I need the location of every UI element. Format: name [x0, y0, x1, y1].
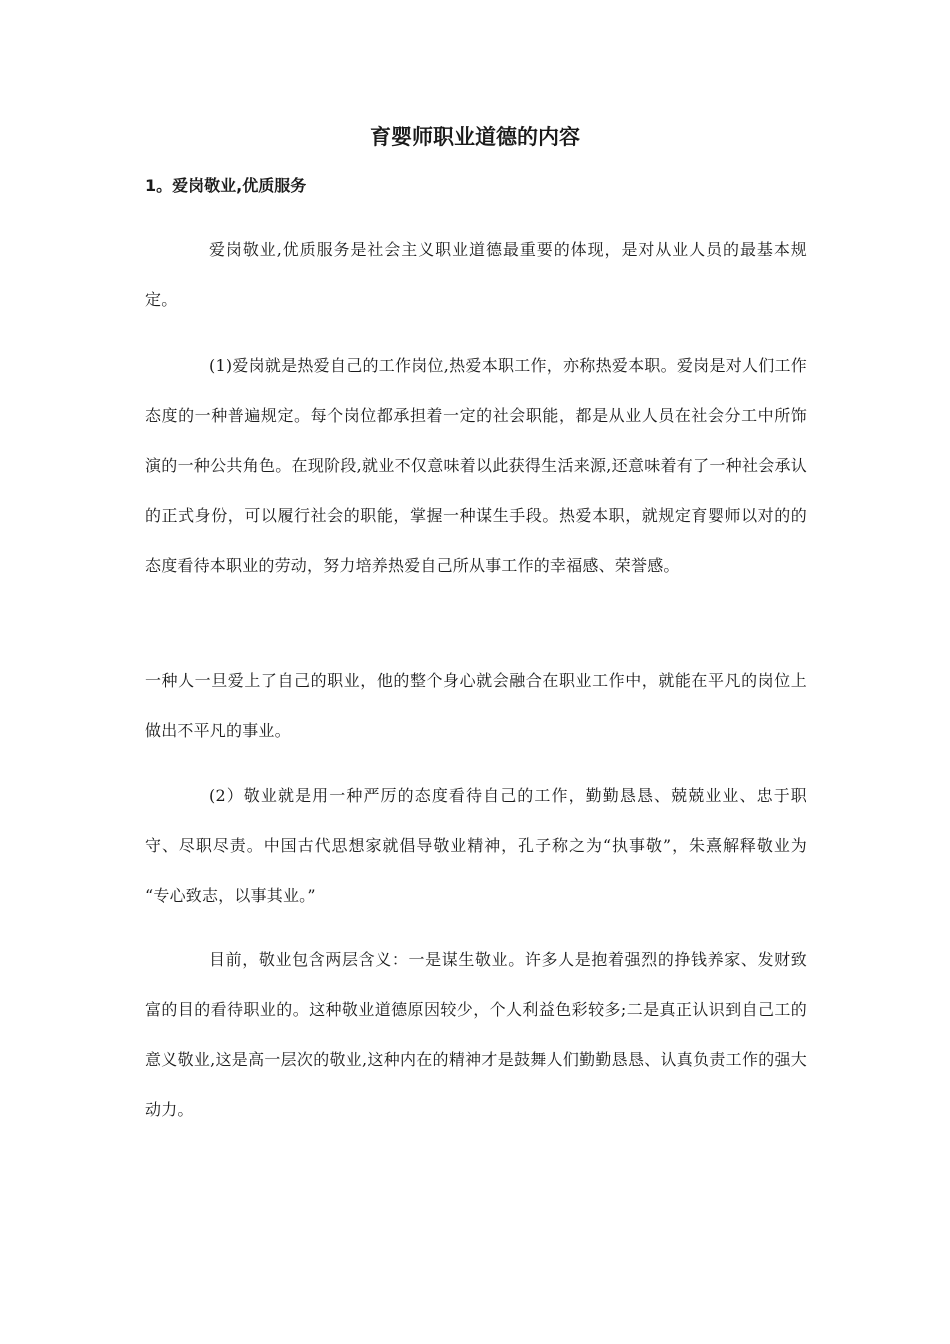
paragraph-intro: 爱岗敬业,优质服务是社会主义职业道德最重要的体现，是对从业人员的最基本规定。: [145, 240, 807, 309]
paragraph-love-career: 一种人一旦爱上了自己的职业，他的整个身心就会融合在职业工作中，就能在平凡的岗位上做出不平凡的事业。: [145, 671, 807, 740]
paragraph-two-meanings: 目前，敬业包含两层含义：一是谋生敬业。许多人是抱着强烈的挣钱养家、发财致富的目的看待职业的。这种敬业道德原因较少，个人利益色彩较多;二是真正认识到自己工的意义敬业,这是高一层次的敬业,这种内在的精神才是鼓舞人们勤勤恳恳、认真负责工作的强大动力。: [145, 950, 807, 1119]
section-heading: 1。爱岗敬业,优质服务: [145, 176, 307, 195]
document-title: 育婴师职业道德的内容: [370, 125, 580, 149]
paragraph-love-post: (1)爱岗就是热爱自己的工作岗位,热爱本职工作，亦称热爱本职。爱岗是对人们工作态度的一种普遍规定。每个岗位都承担着一定的社会职能，都是从业人员在社会分工中所饰演的一种公共角色。在现阶段,就业不仅意味着以此获得生活来源,还意味着有了一种社会承认的正式身份，可以履行社会的职能，掌握一种谋生手段。热爱本职，就规定育婴师以对的的态度看待本职业的劳动，努力培养热爱自己所从事工作的幸福感、荣誉感。: [145, 356, 807, 575]
paragraph-dedication: (2）敬业就是用一种严厉的态度看待自己的工作，勤勤恳恳、兢兢业业、忠于职守、尽职尽责。中国古代思想家就倡导敬业精神，孔子称之为“执事敬”，朱熹解释敬业为 “专心致志，以事其业。”: [145, 786, 807, 905]
